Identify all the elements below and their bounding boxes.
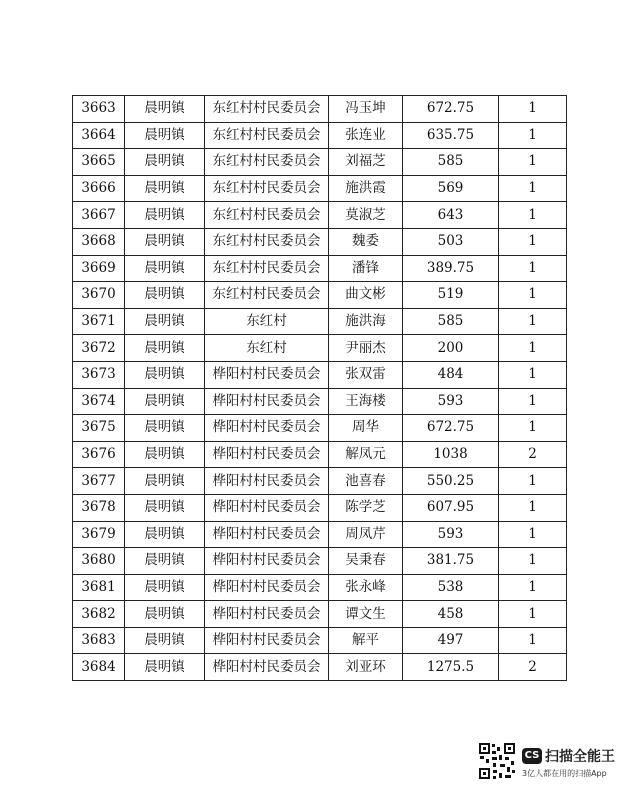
scanner-brand-name: 扫描全能王 <box>545 749 615 765</box>
town-cell: 晨明镇 <box>125 548 205 575</box>
count-cell: 1 <box>499 627 567 654</box>
name-cell: 潘锋 <box>329 255 403 282</box>
village-cell: 桦阳村村民委员会 <box>205 415 329 442</box>
amount-cell: 497 <box>403 627 499 654</box>
scanner-slogan: 3亿人都在用的扫描App <box>522 769 607 778</box>
table-row <box>73 627 567 654</box>
name-cell: 周华 <box>329 415 403 442</box>
row-id-cell: 3679 <box>73 521 125 548</box>
count-cell: 1 <box>499 228 567 255</box>
amount-cell: 458 <box>403 601 499 628</box>
village-cell: 桦阳村村民委员会 <box>205 441 329 468</box>
town-cell: 晨明镇 <box>125 202 205 229</box>
name-cell: 刘福芝 <box>329 149 403 176</box>
village-cell: 东红村村民委员会 <box>205 122 329 149</box>
table-row <box>73 548 567 575</box>
name-cell: 解凤元 <box>329 441 403 468</box>
row-id-cell: 3670 <box>73 282 125 309</box>
count-cell: 1 <box>499 361 567 388</box>
table-row <box>73 415 567 442</box>
count-cell: 1 <box>499 308 567 335</box>
count-cell: 1 <box>499 388 567 415</box>
village-cell: 桦阳村村民委员会 <box>205 548 329 575</box>
town-cell: 晨明镇 <box>125 494 205 521</box>
count-cell: 1 <box>499 574 567 601</box>
count-cell: 1 <box>499 255 567 282</box>
village-cell: 桦阳村村民委员会 <box>205 627 329 654</box>
name-cell: 施洪霞 <box>329 175 403 202</box>
name-cell: 莫淑芝 <box>329 202 403 229</box>
town-cell: 晨明镇 <box>125 521 205 548</box>
count-cell: 1 <box>499 494 567 521</box>
village-cell: 东红村村民委员会 <box>205 282 329 309</box>
amount-cell: 643 <box>403 202 499 229</box>
amount-cell: 1275.5 <box>403 654 499 681</box>
village-cell: 桦阳村村民委员会 <box>205 468 329 495</box>
name-cell: 张永峰 <box>329 574 403 601</box>
scanner-watermark <box>478 742 618 782</box>
village-cell: 东红村村民委员会 <box>205 255 329 282</box>
amount-cell: 503 <box>403 228 499 255</box>
table-row <box>73 654 567 681</box>
row-id-cell: 3680 <box>73 548 125 575</box>
village-cell: 桦阳村村民委员会 <box>205 494 329 521</box>
count-cell: 1 <box>499 468 567 495</box>
table-row <box>73 521 567 548</box>
amount-cell: 389.75 <box>403 255 499 282</box>
amount-cell: 585 <box>403 149 499 176</box>
count-cell: 1 <box>499 335 567 362</box>
amount-cell: 607.95 <box>403 494 499 521</box>
name-cell: 吴秉春 <box>329 548 403 575</box>
amount-cell: 569 <box>403 175 499 202</box>
name-cell: 尹丽杰 <box>329 335 403 362</box>
village-cell: 东红村村民委员会 <box>205 96 329 123</box>
town-cell: 晨明镇 <box>125 361 205 388</box>
table-row <box>73 494 567 521</box>
amount-cell: 672.75 <box>403 96 499 123</box>
table-row <box>73 441 567 468</box>
row-id-cell: 3683 <box>73 627 125 654</box>
village-cell: 东红村 <box>205 335 329 362</box>
table-row <box>73 308 567 335</box>
row-id-cell: 3684 <box>73 654 125 681</box>
name-cell: 魏委 <box>329 228 403 255</box>
amount-cell: 538 <box>403 574 499 601</box>
amount-cell: 672.75 <box>403 415 499 442</box>
amount-cell: 593 <box>403 521 499 548</box>
row-id-cell: 3666 <box>73 175 125 202</box>
count-cell: 1 <box>499 548 567 575</box>
amount-cell: 484 <box>403 361 499 388</box>
qr-code-icon <box>478 742 516 780</box>
village-cell: 东红村村民委员会 <box>205 149 329 176</box>
row-id-cell: 3676 <box>73 441 125 468</box>
name-cell: 张连业 <box>329 122 403 149</box>
count-cell: 1 <box>499 202 567 229</box>
row-id-cell: 3675 <box>73 415 125 442</box>
amount-cell: 593 <box>403 388 499 415</box>
row-id-cell: 3677 <box>73 468 125 495</box>
row-id-cell: 3669 <box>73 255 125 282</box>
village-cell: 桦阳村村民委员会 <box>205 574 329 601</box>
count-cell: 1 <box>499 521 567 548</box>
village-cell: 东红村村民委员会 <box>205 228 329 255</box>
row-id-cell: 3665 <box>73 149 125 176</box>
name-cell: 谭文生 <box>329 601 403 628</box>
row-id-cell: 3667 <box>73 202 125 229</box>
row-id-cell: 3673 <box>73 361 125 388</box>
town-cell: 晨明镇 <box>125 335 205 362</box>
count-cell: 1 <box>499 601 567 628</box>
town-cell: 晨明镇 <box>125 228 205 255</box>
table-row <box>73 335 567 362</box>
name-cell: 王海楼 <box>329 388 403 415</box>
town-cell: 晨明镇 <box>125 388 205 415</box>
village-cell: 东红村村民委员会 <box>205 202 329 229</box>
row-id-cell: 3671 <box>73 308 125 335</box>
count-cell: 1 <box>499 282 567 309</box>
row-id-cell: 3682 <box>73 601 125 628</box>
row-id-cell: 3681 <box>73 574 125 601</box>
count-cell: 1 <box>499 96 567 123</box>
table-row <box>73 149 567 176</box>
row-id-cell: 3672 <box>73 335 125 362</box>
table-row <box>73 468 567 495</box>
town-cell: 晨明镇 <box>125 601 205 628</box>
village-cell: 桦阳村村民委员会 <box>205 654 329 681</box>
name-cell: 曲文彬 <box>329 282 403 309</box>
town-cell: 晨明镇 <box>125 574 205 601</box>
town-cell: 晨明镇 <box>125 441 205 468</box>
name-cell: 冯玉坤 <box>329 96 403 123</box>
scanner-logo-badge: CS <box>522 748 542 764</box>
table-row <box>73 388 567 415</box>
table-row <box>73 175 567 202</box>
count-cell: 1 <box>499 149 567 176</box>
village-cell: 东红村村民委员会 <box>205 175 329 202</box>
amount-cell: 200 <box>403 335 499 362</box>
name-cell: 张双雷 <box>329 361 403 388</box>
table-row <box>73 255 567 282</box>
town-cell: 晨明镇 <box>125 627 205 654</box>
village-cell: 桦阳村村民委员会 <box>205 388 329 415</box>
count-cell: 2 <box>499 654 567 681</box>
table-row <box>73 282 567 309</box>
name-cell: 刘亚环 <box>329 654 403 681</box>
town-cell: 晨明镇 <box>125 96 205 123</box>
village-cell: 桦阳村村民委员会 <box>205 361 329 388</box>
table-row <box>73 96 567 123</box>
town-cell: 晨明镇 <box>125 654 205 681</box>
town-cell: 晨明镇 <box>125 308 205 335</box>
name-cell: 陈学芝 <box>329 494 403 521</box>
town-cell: 晨明镇 <box>125 468 205 495</box>
count-cell: 2 <box>499 441 567 468</box>
table-row <box>73 574 567 601</box>
amount-cell: 635.75 <box>403 122 499 149</box>
town-cell: 晨明镇 <box>125 255 205 282</box>
amount-cell: 519 <box>403 282 499 309</box>
count-cell: 1 <box>499 415 567 442</box>
table-row <box>73 361 567 388</box>
row-id-cell: 3674 <box>73 388 125 415</box>
town-cell: 晨明镇 <box>125 175 205 202</box>
town-cell: 晨明镇 <box>125 282 205 309</box>
name-cell: 施洪海 <box>329 308 403 335</box>
roster-table <box>72 95 567 681</box>
amount-cell: 550.25 <box>403 468 499 495</box>
town-cell: 晨明镇 <box>125 149 205 176</box>
name-cell: 周凤芹 <box>329 521 403 548</box>
amount-cell: 585 <box>403 308 499 335</box>
table-row <box>73 202 567 229</box>
count-cell: 1 <box>499 175 567 202</box>
table-row <box>73 601 567 628</box>
amount-cell: 1038 <box>403 441 499 468</box>
village-cell: 东红村 <box>205 308 329 335</box>
village-cell: 桦阳村村民委员会 <box>205 601 329 628</box>
count-cell: 1 <box>499 122 567 149</box>
row-id-cell: 3664 <box>73 122 125 149</box>
amount-cell: 381.75 <box>403 548 499 575</box>
name-cell: 池喜春 <box>329 468 403 495</box>
village-cell: 桦阳村村民委员会 <box>205 521 329 548</box>
row-id-cell: 3668 <box>73 228 125 255</box>
row-id-cell: 3678 <box>73 494 125 521</box>
town-cell: 晨明镇 <box>125 415 205 442</box>
row-id-cell: 3663 <box>73 96 125 123</box>
table-row <box>73 122 567 149</box>
name-cell: 解平 <box>329 627 403 654</box>
town-cell: 晨明镇 <box>125 122 205 149</box>
table-row <box>73 228 567 255</box>
roster-body <box>73 96 567 681</box>
